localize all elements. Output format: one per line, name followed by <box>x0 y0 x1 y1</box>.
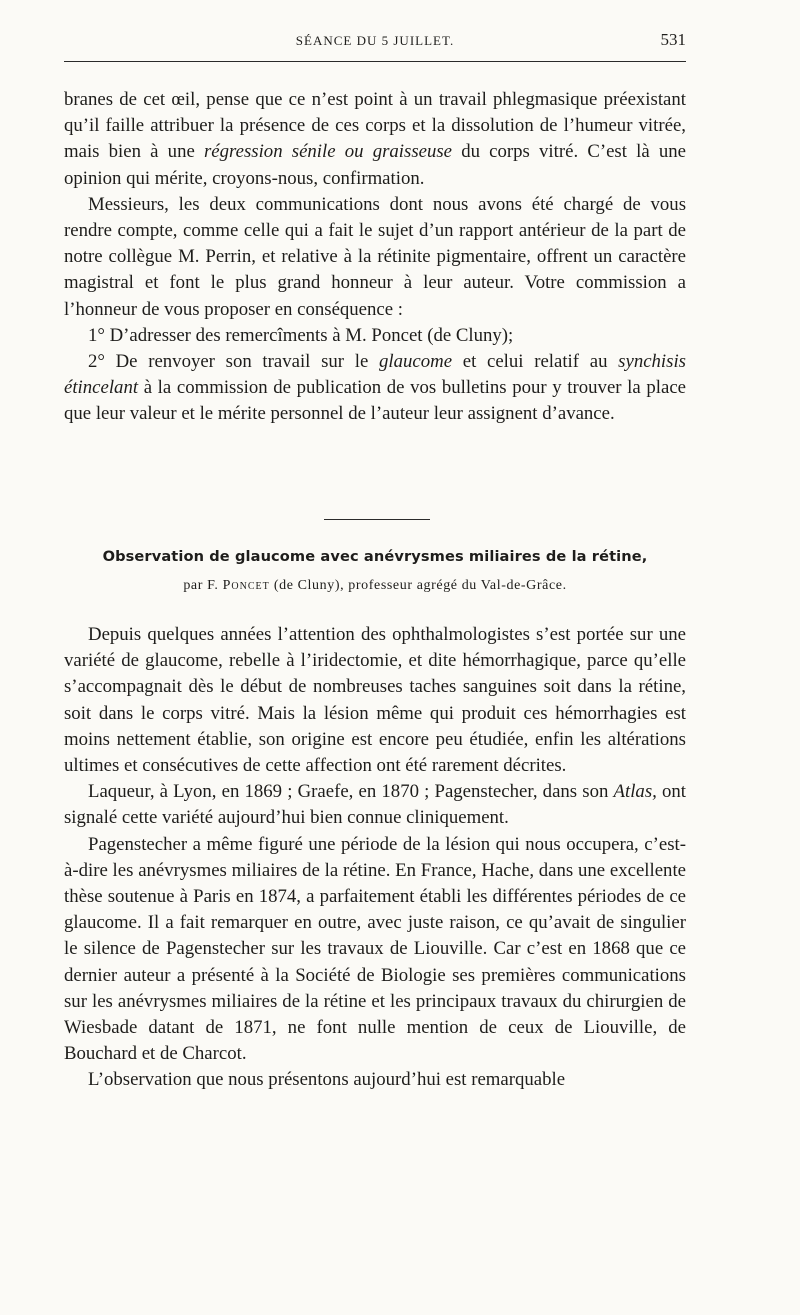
text: 2° De renvoyer son travail sur le <box>88 351 369 373</box>
text: branes de cet œil, pense que ce n’est point à un travail phlegmasique préexistant qu’il faille attribuer la présence de ces corps et la dissolution de l’humeur vitrée, mais bien à une <box>64 89 686 163</box>
byline-prefix: par F. <box>183 578 219 593</box>
running-head <box>64 30 686 54</box>
author-name: Poncet <box>222 578 270 593</box>
running-title: SÉANCE DU 5 JUILLET. <box>295 33 455 48</box>
text: ont signalé cette variété aujourd’hui bien connue cliniquement. <box>64 781 686 829</box>
emphasis: régression sénile ou graisseuse <box>203 141 453 163</box>
text: du corps vitré. C’est là une opinion qui mérite, croyons-nous, confirmation. <box>64 141 686 189</box>
paragraph-continued <box>64 87 686 192</box>
paragraph <box>64 779 686 831</box>
paragraph: Depuis quelques années l’attention des ophthalmologistes s’est portée sur une variété de glaucome, rebelle à l’iridectomie, et dite hémorrhagique, parce qu’elle s’accompagnait dès le début de nombreuses taches sanguines soit dans la rétine, soit dans le corps vitré. Mais la lésion même qui produit ces hémorrhagies est moins nettement établie, son origine est encore peu étudiée, enfin les altérations ultimes et consécutives de cette affection ont été rarement décrites. <box>64 624 686 777</box>
page-number: 531 <box>660 30 686 49</box>
article-body <box>64 622 686 1094</box>
paragraph: L’observation que nous présentons aujourd’hui est remarquable <box>88 1069 566 1091</box>
paragraph-item-1: 1° D’adresser des remercîments à M. Poncet (de Cluny); <box>88 324 514 346</box>
article-title: Observation de glaucome avec anévrysmes miliaires de la rétine, <box>102 548 648 565</box>
emphasis: Atlas, <box>613 781 657 803</box>
paragraph: Pagenstecher a même figuré une période de la lésion qui nous occupera, c’est-à-dire les anévrysmes miliaires de la rétine. En France, Hache, dans une excellente thèse soutenue à Paris en 1874, a parfaitement établi les différentes périodes de ce glaucome. Il a fait remarquer en outre, avec juste raison, ce qu’avait de singulier le silence de Pagenstecher sur les travaux de Liouville. Car c’est en 1868 que ce dernier auteur a présenté à la Société de Biologie ses premières communications sur les anévrysmes miliaires de la rétine et les principaux travaux du chirurgien de Wiesbade datant de 1871, ne font nulle mention de ceux de Liouville, de Bouchard et de Charcot. <box>64 833 686 1065</box>
article-byline <box>64 578 686 594</box>
emphasis: glaucome <box>379 351 453 373</box>
section-divider <box>324 519 430 520</box>
text: et celui relatif au <box>462 351 608 373</box>
paragraph: Messieurs, les deux communications dont nous avons été chargé de vous rendre compte, comme celle qui a fait le sujet d’un rapport antérieur de la part de notre collègue M. Perrin, et relative à la rétinite pigmentaire, offrent un caractère magistral et font le plus grand honneur à leur auteur. Votre commission a l’honneur de vous proposer en conséquence : <box>64 193 686 320</box>
paragraph-item-2 <box>64 349 686 428</box>
report-conclusion <box>64 87 686 428</box>
header-rule <box>64 61 686 62</box>
emphasis: synchisis étincelant <box>64 351 686 399</box>
byline-affiliation: (de Cluny), professeur agrégé du Val-de-Grâce. <box>273 578 567 593</box>
text: à la commission de publication de vos bulletins pour y trouver la place que leur valeur et le mérite personnel de l’auteur leur assignent d’avance. <box>64 377 686 425</box>
text: Laqueur, à Lyon, en 1869 ; Graefe, en 1870 ; Pagenstecher, dans son <box>88 781 609 803</box>
